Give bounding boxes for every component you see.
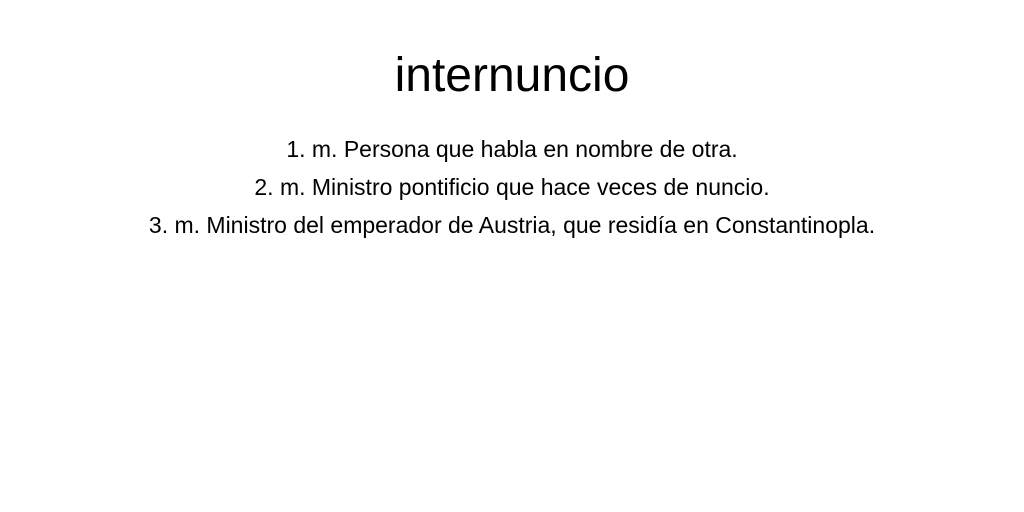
definition-list [0,130,1024,244]
definition-3: 3. m. Ministro del emperador de Austria, que residía en Constantinopla. [148,212,876,238]
definition-1: 1. m. Persona que habla en nombre de otra. [286,136,738,162]
definition-2: 2. m. Ministro pontificio que hace veces de nuncio. [254,174,770,200]
headword: internuncio [394,49,630,102]
